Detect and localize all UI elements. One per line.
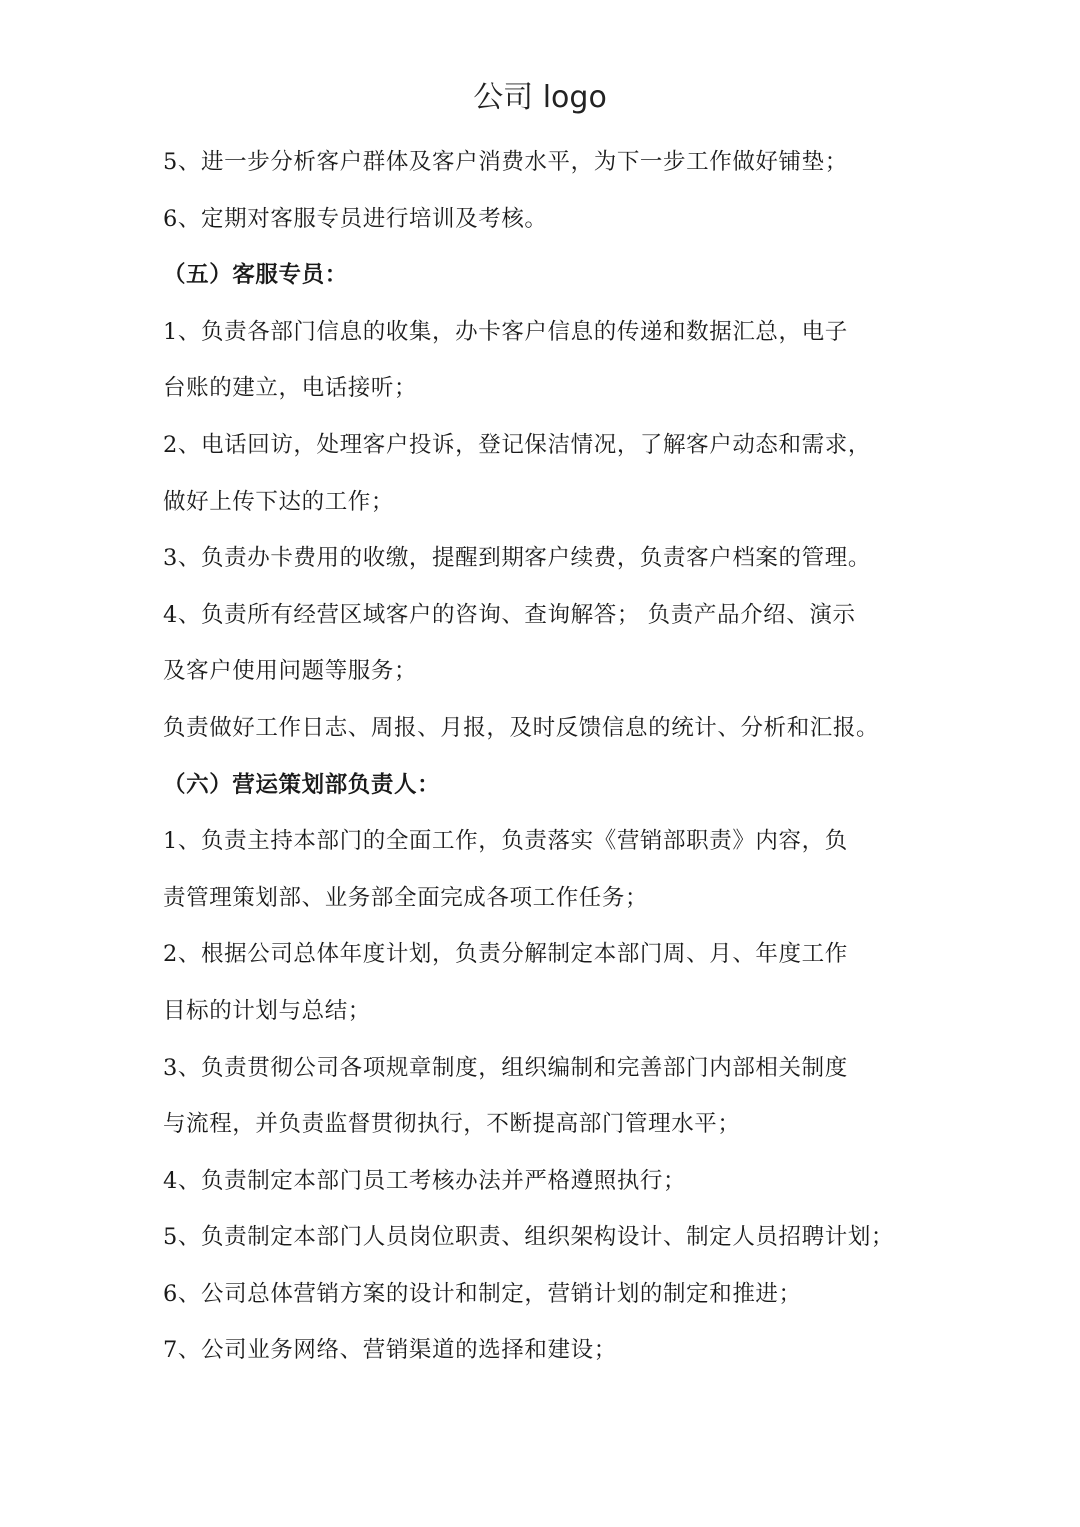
- paragraph-line: 负责做好工作日志、周报、月报，及时反馈信息的统计、分析和汇报。: [163, 714, 880, 741]
- paragraph-line: 4、负责制定本部门员工考核办法并严格遵照执行；: [163, 1167, 687, 1194]
- paragraph-line: 1、负责主持本部门的全面工作，负责落实《营销部职责》内容，负: [163, 828, 848, 855]
- company-logo-header: 公司 logo: [473, 80, 607, 115]
- paragraph-line: 与流程，并负责监督贯彻执行，不断提高部门管理水平；: [163, 1111, 741, 1138]
- paragraph-line: 5、进一步分析客户群体及客户消费水平，为下一步工作做好铺垫；: [163, 149, 848, 175]
- paragraph-line: 3、负责办卡费用的收缴，提醒到期客户续费，负责客户档案的管理。: [163, 545, 871, 572]
- paragraph-line: 6、公司总体营销方案的设计和制定，营销计划的制定和推进；: [163, 1280, 802, 1307]
- paragraph-line: 目标的计划与总结；: [163, 997, 371, 1024]
- paragraph-line: 4、负责所有经营区域客户的咨询、查询解答； 负责产品介绍、演示: [163, 601, 856, 628]
- section-heading-customer-service: （五）客服专员：: [163, 262, 348, 289]
- document-body: [163, 134, 933, 1379]
- paragraph-line: 5、负责制定本部门人员岗位职责、组织架构设计、制定人员招聘计划；: [163, 1224, 895, 1251]
- paragraph-line: 6、定期对客服专员进行培训及考核。: [163, 205, 548, 232]
- paragraph-line: 3、负责贯彻公司各项规章制度，组织编制和完善部门内部相关制度: [163, 1054, 848, 1081]
- paragraph-line: 责管理策划部、业务部全面完成各项工作任务；: [163, 884, 649, 911]
- paragraph-line: 7、公司业务网络、营销渠道的选择和建设；: [163, 1337, 617, 1364]
- paragraph-line: 2、电话回访，处理客户投诉，登记保洁情况，了解客户动态和需求，: [163, 431, 871, 458]
- paragraph-line: 2、根据公司总体年度计划，负责分解制定本部门周、月、年度工作: [163, 941, 848, 968]
- paragraph-line: 台账的建立，电话接听；: [163, 375, 418, 402]
- paragraph-line: 及客户使用问题等服务；: [163, 658, 418, 685]
- section-heading-operations-planning: （六）营运策划部负责人：: [163, 771, 441, 798]
- paragraph-line: 做好上传下达的工作；: [163, 488, 395, 515]
- paragraph-line: 1、负责各部门信息的收集，办卡客户信息的传递和数据汇总，电子: [163, 318, 848, 345]
